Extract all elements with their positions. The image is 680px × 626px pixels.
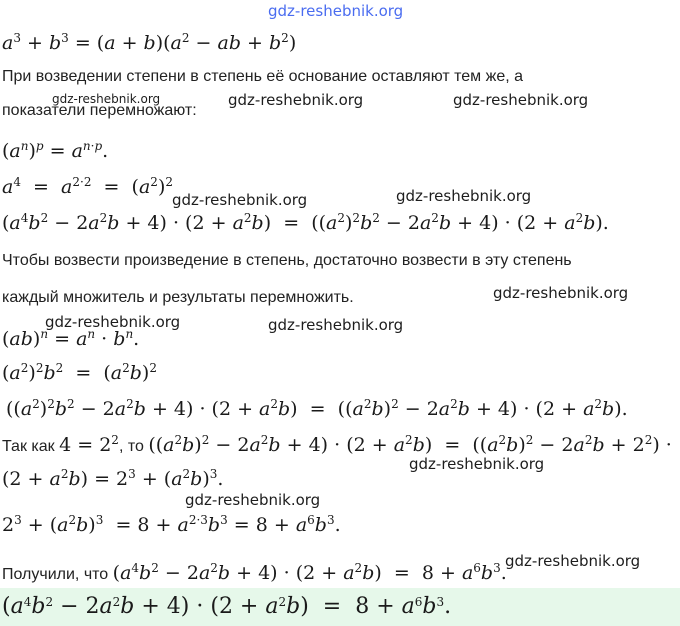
- formula-power-of-power: $(a^n)^p = a^{n\cdot p}$.: [2, 138, 109, 162]
- paragraph-power-rule-cont: показатели перемножают:: [2, 102, 197, 119]
- formula-substitution-2: $((a^2)^2b^2 - 2a^2b + 4) \cdot (2 + a^2b) = ((a^2b)^2 - 2a^2b + 4) \cdot (2 + a^2b)$.: [6, 396, 628, 420]
- formula-substitution-1: $(a^4b^2 - 2a^2b + 4) \cdot (2 + a^2b) = ((a^2)^2b^2 - 2a^2b + 4) \cdot (2 + a^2b)$.: [2, 210, 609, 234]
- formula-a2b-squared: $(a^2)^2b^2 = (a^2b)^2$: [2, 360, 157, 384]
- formula-sum-of-cubes: $a^3 + b^3 = (a + b)(a^2$ − ab + $b^2$): [2, 30, 297, 54]
- watermark: gdz-reshebnik.org: [453, 91, 589, 109]
- formula-a4: $a^4 = a^{2\cdot 2} = (a^2)^2$: [2, 174, 173, 198]
- formula-since-4: Так как $4 = 2^2$, то $((a^2b)^2 - 2a^2b + 4) \cdot (2 + a^2b) = ((a^2b)^2 - 2a^2b + 2^2)$ ·: [2, 432, 672, 456]
- got-label: Получили, что: [2, 566, 109, 583]
- paragraph-power-rule: При возведении степени в степень её основание оставляют тем же, а: [2, 68, 524, 85]
- watermark: gdz-reshebnik.org: [52, 92, 161, 106]
- watermark: gdz-reshebnik.org: [268, 316, 404, 334]
- then-label: , то: [118, 438, 144, 455]
- paragraph-product-rule: Чтобы возвести произведение в степень, достаточно возвести в эту степень: [2, 252, 572, 269]
- formula-result-line: Получили, что $(a^4b^2 - 2a^2b + 4) \cdot (2 + a^2b) = 8 + a^6b^3$.: [2, 560, 507, 584]
- formula-expand: $2^3 + (a^2b)^3 = 8 + a^{2\cdot 3}b^3 = 8 + a^6b^3$.: [2, 512, 341, 536]
- watermark: gdz-reshebnik.org: [493, 284, 629, 302]
- watermark: gdz-reshebnik.org: [172, 191, 308, 209]
- watermark: gdz-reshebnik.org: [505, 552, 641, 570]
- since-label: Так как: [2, 438, 55, 455]
- watermark: gdz-reshebnik.org: [396, 187, 532, 205]
- formula-product-power: $(ab)^n = a^n \cdot b^n$.: [2, 326, 140, 350]
- watermark: gdz-reshebnik.org: [228, 91, 364, 109]
- formula-sum-cubes-applied: $(2 + a^2b) = 2^3 + (a^2b)^3$.: [2, 466, 224, 490]
- watermark: gdz-reshebnik.org: [268, 2, 404, 20]
- watermark: gdz-reshebnik.org: [185, 491, 321, 509]
- paragraph-product-rule-cont: каждый множитель и результаты перемножить.: [2, 289, 354, 306]
- watermark: gdz-reshebnik.org: [409, 455, 545, 473]
- formula-final-answer: $(a^4b^2 - 2a^2b + 4) \cdot (2 + a^2b) = 8 + a^6b^3$.: [2, 594, 452, 619]
- watermark: gdz-reshebnik.org: [45, 313, 181, 331]
